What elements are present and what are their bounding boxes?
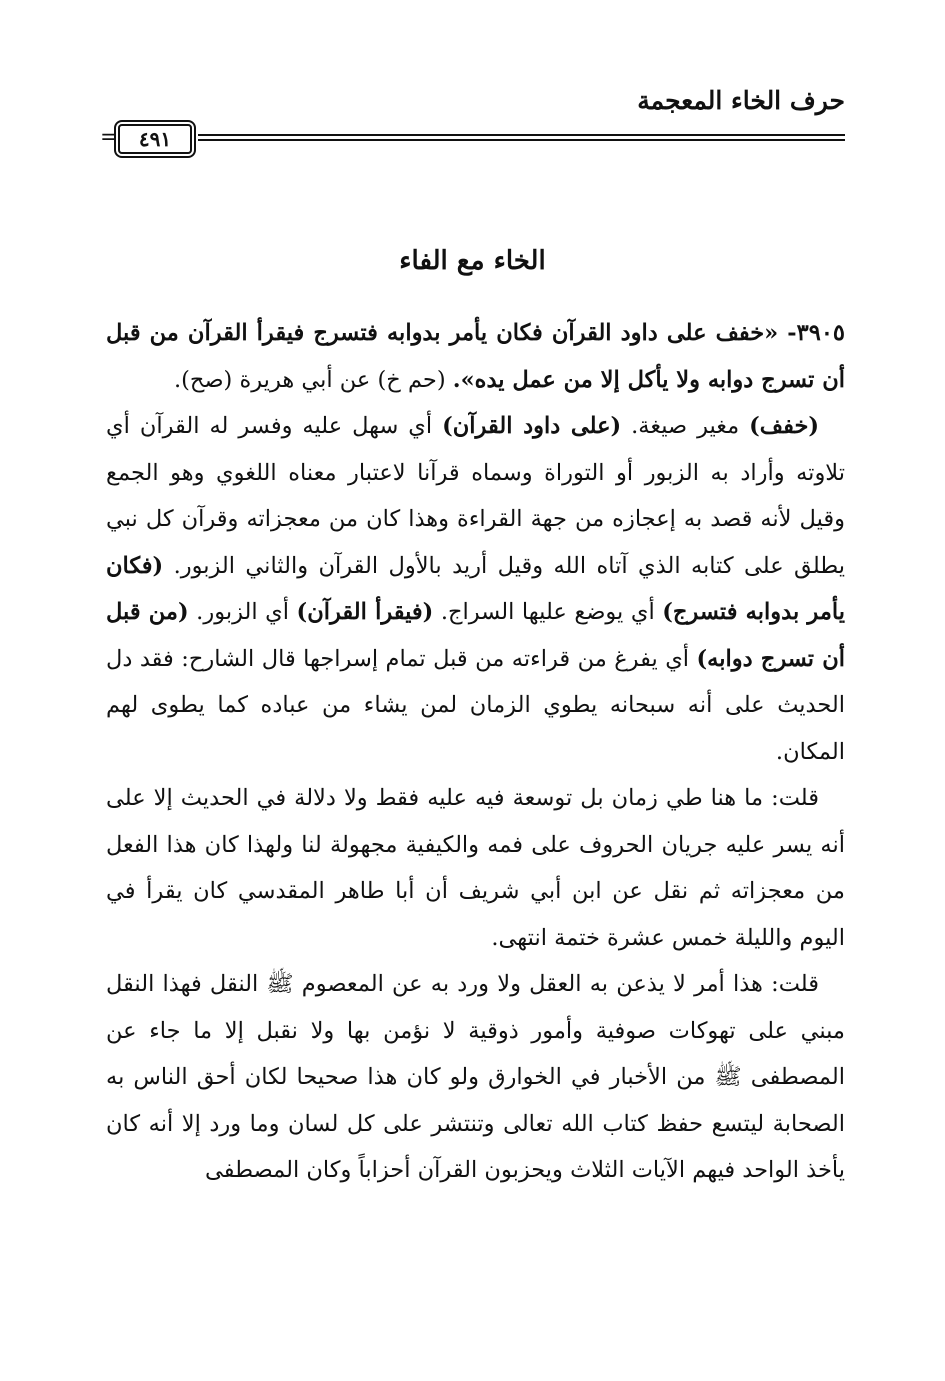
term-2: (على داود القرآن) [442, 413, 622, 439]
hadith-source: (حم خ) عن أبي هريرة (صح). [173, 366, 453, 393]
main-text [106, 310, 845, 1194]
rule-line-top [198, 134, 845, 136]
double-rule [198, 134, 845, 141]
hadith-entry [106, 310, 845, 403]
running-title: حرف الخاء المعجمة [637, 86, 845, 115]
gloss-3: أي يوضع عليها السراج. [433, 599, 663, 625]
term-4: (فيقرأ القرآن) [296, 599, 434, 625]
hadith-text: ٣٩٠٥- «خفف على داود القرآن فكان يأمر بدوابه فتسرج فيقرأ القرآن من قبل أن تسرج دوابه ولا يأكل إلا من عمل يده». [106, 320, 845, 393]
rule-line-bottom [198, 139, 845, 141]
equals-mark: = [100, 125, 119, 150]
page-number: ٤٩١ [118, 124, 192, 154]
term-3: (فكان يأمر بدوابه فتسرج) [106, 552, 846, 625]
term-1: (خفف) [749, 413, 820, 439]
paragraph-2: قلت: ما هنا طي زمان بل توسعة فيه عليه فقط ولا دلالة في الحديث إلا على أنه يسر عليه جريان الحروف على فمه والكيفية مجهولة لنا ولهذا كان هذا الفعل من معجزاته ثم نقل عن ابن أبي شريف أن أبا طاهر المقدسي كان يقرأ في اليوم والليلة خمس عشرة ختمة انتهى. [106, 785, 845, 951]
gloss-5: أي يفرغ من قراءته من قبل تمام إسراجها قال الشارح: فقد دل الحديث على أنه سبحانه يطوي الزمان لمن يشاء من عباده كما يطوى لهم المكان. [106, 645, 845, 765]
section-heading: الخاء مع الفاء [399, 246, 546, 276]
gloss-1: مغير صيغة. [621, 413, 750, 439]
term-5: (من قبل أن تسرج دوابه) [106, 599, 845, 672]
gloss-2: أي سهل عليه وفسر له القرآن أي تلاوته وأراد به الزبور أو التوراة وسماه قرآنا لاعتبار معناه اللغوي وهو الجمع وقيل لأنه قصد به إعجازه من جهة القراءة وهذا كان من معجزاته وقرآن كل نبي يطلق على كتابه الذي آتاه الله وقيل أريد بالأول القرآن والثاني الزبور. [106, 413, 845, 579]
commentary-paragraph [106, 403, 845, 775]
header-rule [100, 124, 845, 154]
paragraph-3: قلت: هذا أمر لا يذعن به العقل ولا ورد به عن المعصوم ﷺ النقل فهذا النقل مبني على تهوكات صوفية وأمور ذوقية لا نؤمن بها ولا نقبل إلا ما جاء عن المصطفى ﷺ من الأخبار في الخوارق ولو كان هذا صحيحا لكان أحق الناس به الصحابة ليتسع حفظ كتاب الله تعالى وتنتشر على كل لسان وما ورد إلا أنه كان يأخذ الواحد فيهم الآيات الثلاث ويحزبون القرآن أحزاباً وكان المصطفى [106, 971, 845, 1183]
gloss-4: أي الزبور. [188, 599, 297, 625]
